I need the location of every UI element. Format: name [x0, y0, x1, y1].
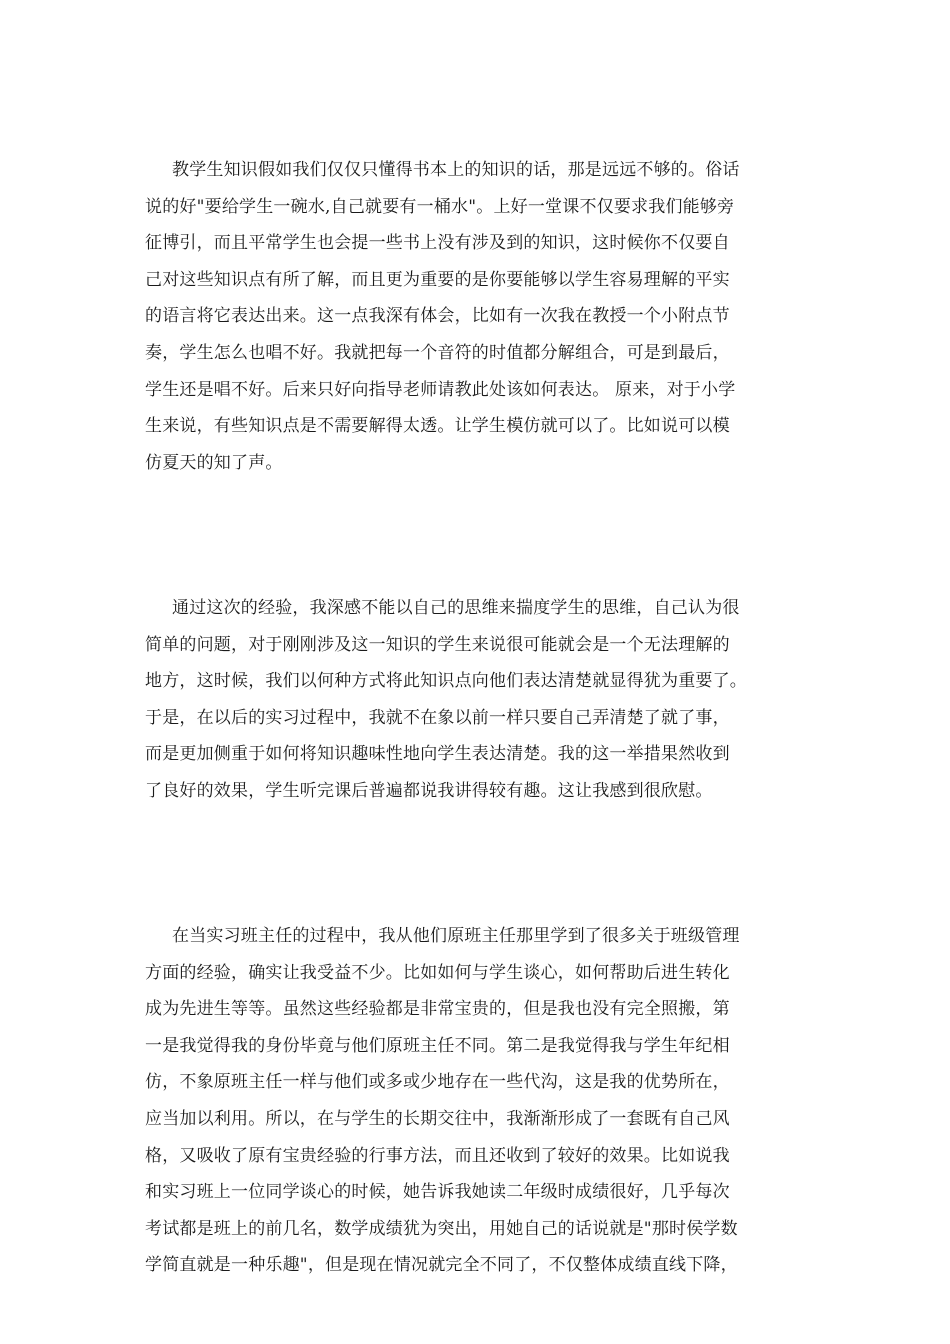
paragraph-line: 方面的经验，确实让我受益不少。比如如何与学生谈心，如何帮助后进生转化: [145, 962, 730, 983]
paragraph-3: [145, 918, 807, 1284]
paragraph-line: 一是我觉得我的身份毕竟与他们原班主任不同。第二是我觉得我与学生年纪相: [145, 1035, 730, 1056]
paragraph-line: 应当加以利用。所以，在与学生的长期交往中，我渐渐形成了一套既有自己风: [145, 1108, 730, 1129]
paragraph-2: [145, 590, 807, 810]
paragraph-line: 简单的问题，对于刚刚涉及这一知识的学生来说很可能就会是一个无法理解的: [145, 634, 730, 655]
paragraph-line: 在当实习班主任的过程中，我从他们原班主任那里学到了很多关于班级管理: [172, 926, 740, 946]
paragraph-line: 仿，不象原班主任一样与他们或多或少地存在一些代沟，这是我的优势所在，: [145, 1072, 730, 1093]
paragraph-line: 仿夏天的知了声。: [145, 452, 283, 473]
paragraph-line: 学生还是唱不好。后来只好向指导老师请教此处该如何表达。 原来，对于小学: [145, 379, 736, 400]
paragraph-line: 考试都是班上的前几名，数学成绩犹为突出，用她自己的话说就是"那时侯学数: [145, 1218, 738, 1239]
paragraph-line: 于是，在以后的实习过程中，我就不在象以前一样只要自己弄清楚了就了事，: [145, 707, 730, 728]
paragraph-line: 的语言将它表达出来。这一点我深有体会，比如有一次我在教授一个小附点节: [145, 306, 730, 327]
paragraph-line: 奏，学生怎么也唱不好。我就把每一个音符的时值都分解组合，可是到最后，: [145, 342, 730, 363]
paragraph-line: 和实习班上一位同学谈心的时候，她告诉我她读二年级时成绩很好，几乎每次: [145, 1182, 730, 1203]
paragraph-line: 通过这次的经验，我深感不能以自己的思维来揣度学生的思维，自己认为很: [172, 598, 740, 618]
paragraph-line: 而是更加侧重于如何将知识趣味性地向学生表达清楚。我的这一举措果然收到: [145, 744, 730, 765]
paragraph-line: 己对这些知识点有所了解，而且更为重要的是你要能够以学生容易理解的平实: [145, 269, 730, 290]
paragraph-line: 说的好"要给学生一碗水,自己就要有一桶水"。上好一堂课不仅要求我们能够旁: [145, 196, 735, 217]
paragraph-line: 生来说，有些知识点是不需要解得太透。让学生模仿就可以了。比如说可以模: [145, 416, 730, 437]
paragraph-line: 教学生知识假如我们仅仅只懂得书本上的知识的话，那是远远不够的。俗话: [172, 160, 740, 180]
paragraph-line: 地方，这时候，我们以何种方式将此知识点向他们表达清楚就显得犹为重要了。: [145, 671, 747, 692]
paragraph-line: 了良好的效果，学生听完课后普遍都说我讲得较有趣。这让我感到很欣慰。: [145, 780, 713, 801]
paragraph-line: 征博引，而且平常学生也会提一些书上没有涉及到的知识，这时候你不仅要自: [145, 233, 730, 254]
paragraph-line: 格，又吸收了原有宝贵经验的行事方法，而且还收到了较好的效果。比如说我: [145, 1145, 730, 1166]
paragraph-line: 成为先进生等等。虽然这些经验都是非常宝贵的，但是我也没有完全照搬，第: [145, 999, 730, 1020]
paragraph-1: [145, 152, 807, 481]
paragraph-line: 学简直就是一种乐趣"，但是现在情况就完全不同了，不仅整体成绩直线下降，: [145, 1255, 738, 1276]
